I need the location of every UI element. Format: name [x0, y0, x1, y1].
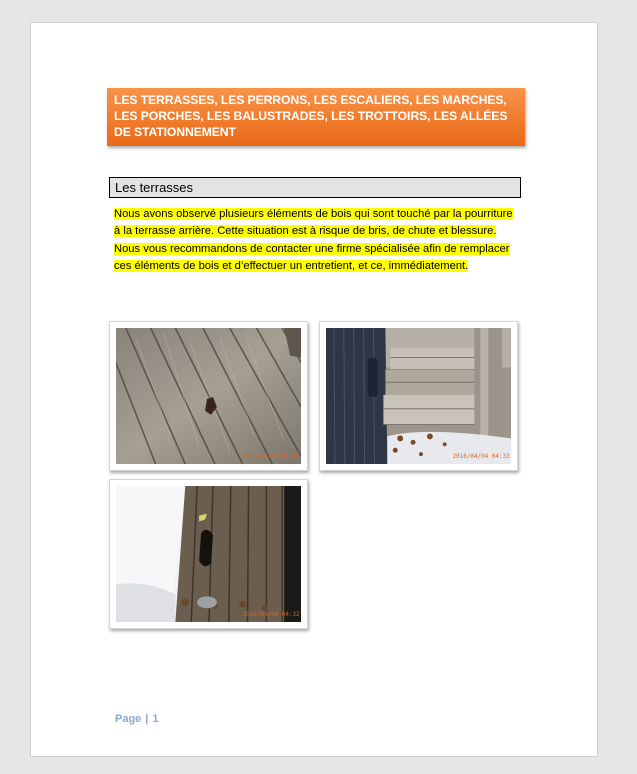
deck-photo-1-image — [116, 328, 301, 464]
body-paragraph — [114, 206, 519, 275]
page-separator: | — [145, 713, 149, 725]
page-footer — [115, 713, 159, 725]
deck-photo-1 — [109, 321, 308, 471]
deck-photo-2-image — [326, 328, 511, 464]
deck-photo-3 — [109, 479, 308, 629]
section-banner — [107, 88, 525, 146]
photo-timestamp: 2016/04/04 04:32 — [242, 612, 300, 619]
page-label: Page — [115, 713, 142, 725]
document-page — [30, 22, 598, 757]
subsection-title: Les terrasses — [115, 180, 194, 195]
photo-timestamp: 2016/04/04 04:33 — [452, 454, 510, 461]
photo-timestamp: 2016/04/04 04:15 — [242, 454, 300, 461]
page-number: 1 — [152, 713, 159, 725]
subsection-header — [109, 177, 521, 198]
section-banner-title: LES TERRASSES, LES PERRONS, LES ESCALIERS, LES MARCHES, LES PORCHES, LES BALUSTRADES, LES TROTTOIRS, LES ALLÉES DE STATIONNEMENT — [114, 93, 508, 139]
deck-photo-2 — [319, 321, 518, 471]
deck-photo-3-image — [116, 486, 301, 622]
highlighted-text: Nous avons observé plusieurs éléments de bois qui sont touché par la pourriture à la terrasse arrière. Cette situation est à risque de bris, de chute et blessure. Nous vous recommandons de contacter une firme spécialisée afin de remplacer ces éléments de bois et d’effectuer un entretient, et ce, immédiatement. — [114, 208, 513, 272]
